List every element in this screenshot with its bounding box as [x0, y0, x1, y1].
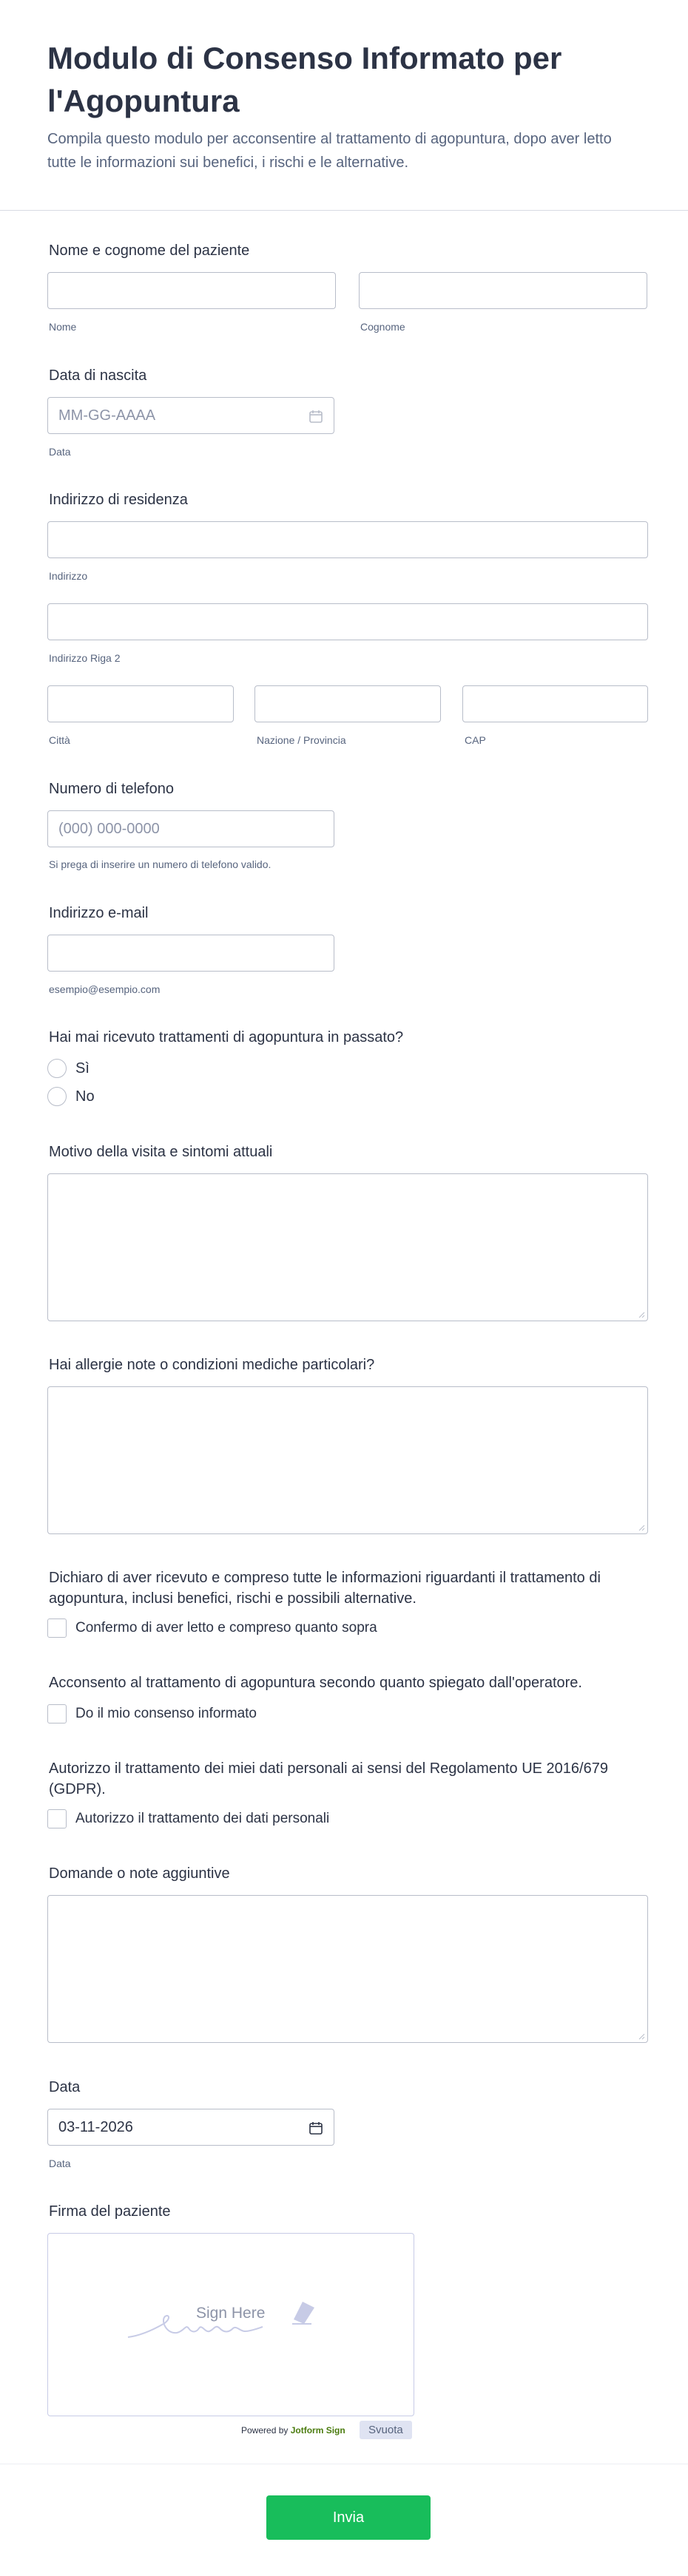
notes-label: Domande o note aggiuntive	[49, 1865, 230, 1882]
birth-date-input[interactable]	[47, 397, 334, 434]
radio-circle[interactable]	[47, 1059, 67, 1078]
phone-sublabel: Si prega di inserire un numero di telefono valido.	[49, 858, 272, 870]
name-label: Nome e cognome del paziente	[49, 243, 250, 259]
state-sublabel: Nazione / Provincia	[257, 734, 346, 746]
clear-signature-button[interactable]: Svuota	[360, 2421, 412, 2439]
gdpr-checkbox-row[interactable]	[47, 1808, 329, 1830]
phone-label: Numero di telefono	[49, 781, 174, 797]
consent-label: Acconsento al trattamento di agopuntura secondo quanto spiegato dall'operatore.	[49, 1675, 582, 1691]
calendar-icon[interactable]	[308, 2121, 323, 2135]
checkbox[interactable]	[47, 1619, 67, 1638]
last-name-input[interactable]	[359, 272, 647, 309]
declaration-checkbox-row[interactable]	[47, 1617, 377, 1639]
visit-reason-textarea[interactable]	[47, 1173, 648, 1321]
phone-input[interactable]	[47, 810, 334, 847]
radio-circle[interactable]	[47, 1087, 67, 1106]
signature-pad[interactable]	[47, 2233, 414, 2416]
address-label: Indirizzo di residenza	[49, 492, 188, 508]
address-line2-sublabel: Indirizzo Riga 2	[49, 652, 121, 664]
resize-handle-icon[interactable]	[638, 1311, 645, 1318]
gdpr-label: Autorizzo il trattamento dei miei dati personali ai sensi del Regolamento UE 2016/679 (GDPR).	[49, 1760, 608, 1797]
notes-textarea[interactable]	[47, 1895, 648, 2043]
allergies-textarea[interactable]	[47, 1386, 648, 1534]
allergies-label: Hai allergie note o condizioni mediche particolari?	[49, 1357, 375, 1373]
radio-option-label: Sì	[75, 1060, 90, 1077]
checkbox-label: Autorizzo il trattamento dei dati personali	[75, 1811, 330, 1826]
state-input[interactable]	[254, 685, 441, 722]
date-label: Data	[49, 2079, 81, 2095]
checkbox[interactable]	[47, 1809, 67, 1828]
form-header	[0, 0, 688, 211]
date-sublabel: Data	[49, 2158, 71, 2169]
powered-brand: Jotform Sign	[290, 2425, 345, 2436]
address-line1-sublabel: Indirizzo	[49, 570, 88, 582]
email-sublabel: esempio@esempio.com	[49, 983, 161, 995]
declaration-label: Dichiaro di aver ricevuto e compreso tutte le informazioni riguardanti il trattamento di agopuntura, inclusi benefici, rischi e possibili alternative.	[49, 1570, 601, 1607]
email-label: Indirizzo e-mail	[49, 905, 149, 921]
address-line1-input[interactable]	[47, 521, 648, 558]
form-title: Modulo di Consenso Informato per l'Agopuntura	[47, 41, 562, 118]
radio-option-si[interactable]	[47, 1057, 90, 1079]
signature-placeholder: Sign Here	[196, 2305, 266, 2322]
checkbox-label: Do il mio consenso informato	[75, 1706, 257, 1721]
phone-placeholder: (000) 000-0000	[58, 821, 160, 837]
birth-date-label: Data di nascita	[49, 367, 147, 384]
zip-input[interactable]	[462, 685, 648, 722]
first-name-input[interactable]	[47, 272, 336, 309]
date-value: 03-11-2026	[58, 2119, 133, 2135]
zip-sublabel: CAP	[465, 734, 486, 746]
email-input[interactable]	[47, 935, 334, 972]
radio-option-no[interactable]	[47, 1085, 95, 1108]
form-subtitle: Compila questo modulo per acconsentire al trattamento di agopuntura, dopo aver letto tutte le informazioni sui benefici, i rischi e le alternative.	[47, 131, 612, 171]
resize-handle-icon[interactable]	[638, 2033, 645, 2040]
city-sublabel: Città	[49, 734, 70, 746]
address-line2-input[interactable]	[47, 603, 648, 640]
first-name-sublabel: Nome	[49, 321, 77, 333]
powered-by	[241, 2425, 345, 2436]
consent-checkbox-row[interactable]	[47, 1703, 257, 1725]
checkbox-label: Confermo di aver letto e compreso quanto sopra	[75, 1620, 377, 1636]
form-footer	[0, 2464, 688, 2576]
powered-prefix: Powered by	[241, 2425, 289, 2436]
birth-date-placeholder: MM-GG-AAAA	[58, 407, 156, 424]
date-input[interactable]	[47, 2109, 334, 2146]
birth-date-sublabel: Data	[49, 446, 71, 458]
calendar-icon[interactable]	[308, 409, 323, 424]
city-input[interactable]	[47, 685, 234, 722]
signature-label: Firma del paziente	[49, 2203, 171, 2220]
visit-reason-label: Motivo della visita e sintomi attuali	[49, 1144, 273, 1160]
checkbox[interactable]	[47, 1704, 67, 1723]
submit-button[interactable]: Invia	[266, 2495, 431, 2540]
last-name-sublabel: Cognome	[360, 321, 405, 333]
radio-option-label: No	[75, 1088, 95, 1105]
resize-handle-icon[interactable]	[638, 1524, 645, 1531]
previous-treatment-label: Hai mai ricevuto trattamenti di agopuntura in passato?	[49, 1029, 404, 1045]
